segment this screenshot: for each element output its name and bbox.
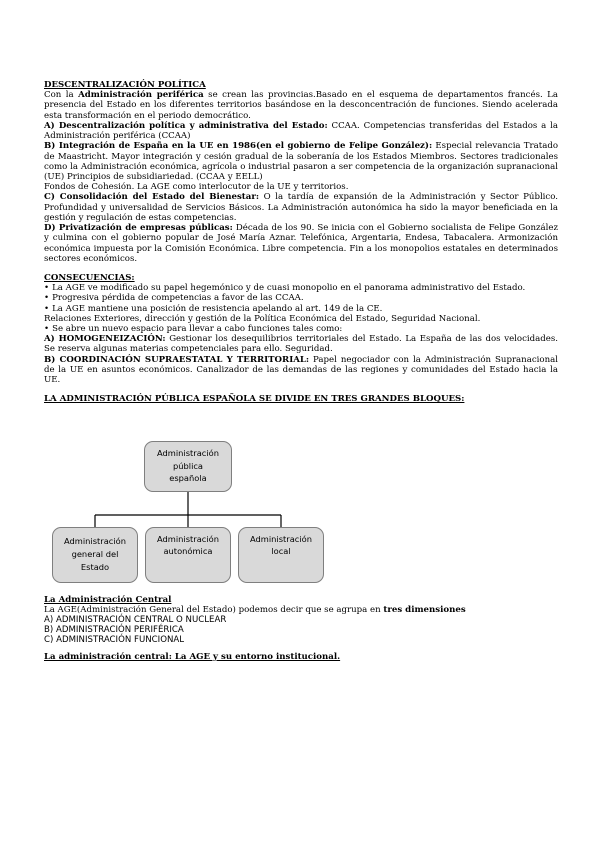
- paragraph-dimensiones: La AGE(Administración General del Estado) podemos decir que se agrupa en tres dimensiones: [44, 604, 466, 615]
- bullet-item: • La AGE ve modificado su papel hegemónico y de cuasi monopolio en el panorama administrativo del Estado.: [44, 283, 558, 293]
- paragraph-intro: Con la Administración periférica se crean las provincias.Basado en el esquema de departamentos francés. La presencia del Estado en los diferentes territorios basándose en la desconcentración de funciones. Siendo acelerada esta transformación en el periodo democrático.: [44, 90, 558, 121]
- heading-bloques: LA ADMINISTRACIÓN PÚBLICA ESPAÑOLA SE DIVIDE EN TRES GRANDES BLOQUES:: [44, 394, 465, 405]
- org-box-local: Administración local: [238, 527, 324, 583]
- bullet-item: • Se abre un nuevo espacio para llevar a cabo funciones tales como:: [44, 324, 558, 334]
- heading-administracion-central: La Administración Central: [44, 594, 172, 605]
- org-box-root: Administración pública española: [144, 441, 232, 492]
- paragraph-d: D) Privatización de empresas públicas: Década de los 90. Se inicia con el Gobierno socialista de Felipe González y culmina con el gobierno popular de José María Aznar. Telefónica, Argentaria, Endesa, Tabacalera. Armonización económica impuesta por la Comisión Económica. Libre competencia. Fin a los monopolios estatales en determinados sectores económicos.: [44, 223, 558, 264]
- paragraph-relaciones: Relaciones Exteriores, dirección y gestión de la Política Económica del Estado, Seguridad Nacional.: [44, 313, 481, 324]
- bullet-item: • Progresiva pérdida de competencias a favor de las CCAA.: [44, 293, 558, 303]
- org-box-general-estado: Administración general del Estado: [52, 527, 138, 583]
- list-item: C) ADMINISTRACIÓN FUNCIONAL: [44, 635, 185, 646]
- list-item: B) ADMINISTRACIÓN PERIFÉRICA: [44, 625, 184, 636]
- org-box-autonomica: Administración autonómica: [145, 527, 231, 583]
- paragraph-homogeneizacion: A) HOMOGENEIZACIÓN: Gestionar los desequilibrios territoriales del Estado. La España de las dos velocidades. Se reserva algunas materias competenciales para ello. Seguridad.: [44, 334, 558, 355]
- document-content: [44, 80, 558, 662]
- bullet-item: • La AGE mantiene una posición de resistencia apelando al art. 149 de la CE.: [44, 304, 558, 314]
- paragraph-a: A) Descentralización política y administrativa del Estado: CCAA. Competencias transferidas del Estados a la Administración periférica (CCAA): [44, 120, 558, 142]
- heading-consecuencias: CONSECUENCIAS:: [44, 272, 135, 283]
- paragraph-coordinacion: B) COORDINACIÓN SUPRAESTATAL Y TERRITORIAL: Papel negociador con la Administración Supranacional de la UE en asuntos económicos. Canalizador de las demandas de las regiones y comunidades del Estado hacia la UE.: [44, 354, 558, 386]
- paragraph-b: B) Integración de España en la UE en 1986(en el gobierno de Felipe González): Especial relevancia Tratado de Maastricht. Mayor integración y cesión gradual de la soberanía de los Estados Miembros. Sectores tradicionales como la Administración económica, agrícola o industrial pasaron a ser competencia de la organización supranacional (UE) Principios de subsidiariedad. (CCAA y EELL): [44, 141, 559, 182]
- heading-descentralizacion: DESCENTRALIZACIÓN POLÍTICA: [44, 80, 206, 90]
- paragraph-c: C) Consolidación del Estado del Bienestar: O la tardía de expansión de la Administración y Sector Público. Profundidad y universalidad de Servicios Básicos. La Administración autonómica ha sido la mayor beneficiada en la gestión y regulación de estas competencias.: [44, 192, 559, 223]
- list-item: A) ADMINISTRACIÓN CENTRAL O NUCLEAR: [44, 615, 227, 625]
- org-chart-diagram: [44, 411, 558, 595]
- heading-age-entorno: La administración central: La AGE y su entorno institucional.: [44, 651, 341, 662]
- paragraph-b-extra: Fondos de Cohesión. La AGE como interlocutor de la UE y territorios.: [44, 182, 349, 193]
